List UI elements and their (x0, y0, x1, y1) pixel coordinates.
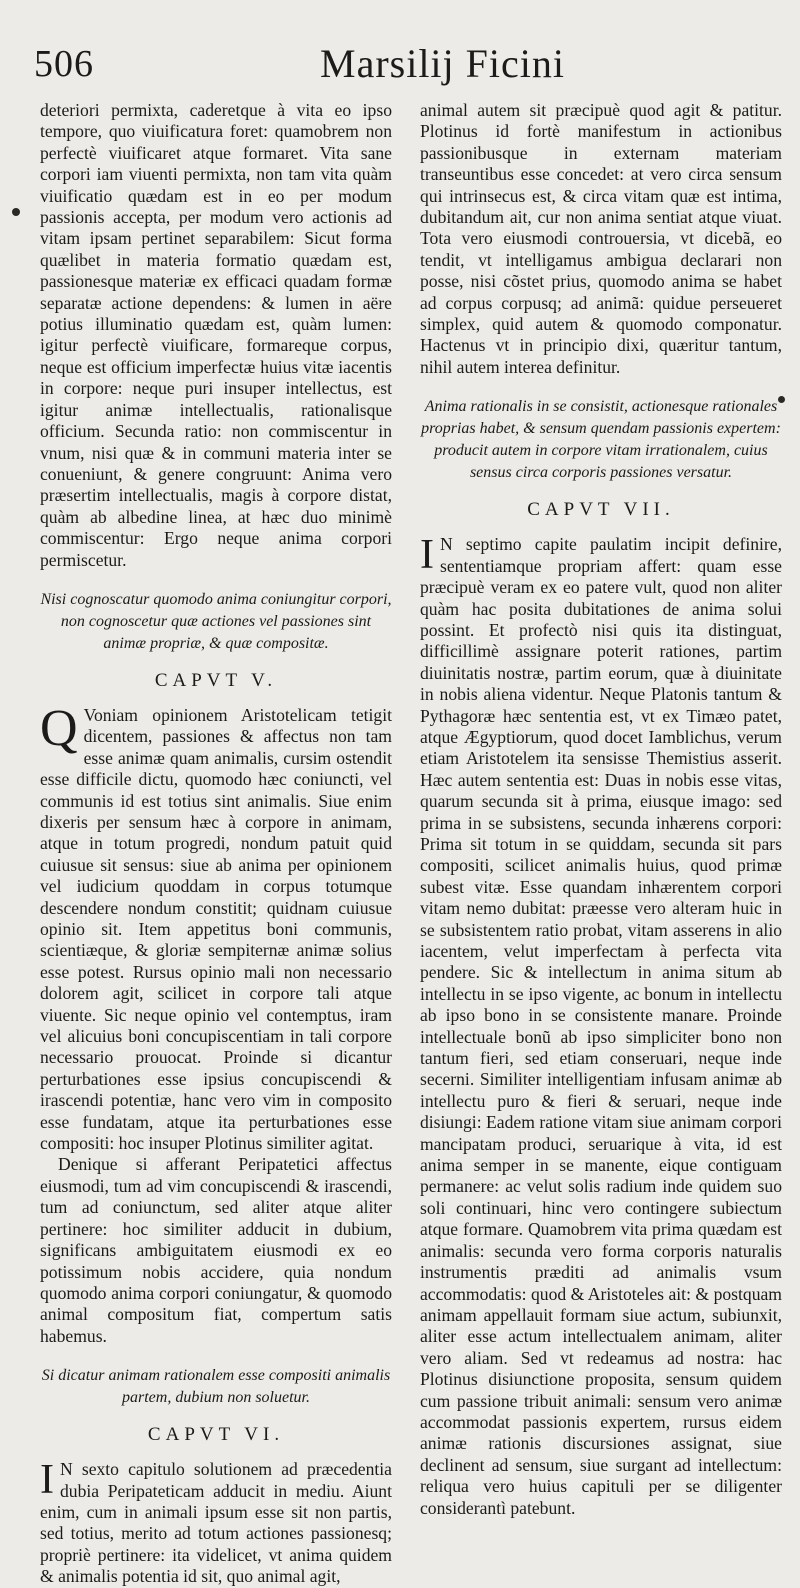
chapter-summary: Anima rationalis in se consistit, actionesque rationales proprias habet, & sensum quendam passionis expertem: producit autem in corpore vitam irrationalem, cuius sensus circa corporis passiones versatur. (421, 398, 781, 482)
page-header (0, 0, 800, 100)
paragraph-text: N sexto capitulo solutionem ad præcedentia dubia Peripateticam adducit in mediu. Aiunt enim, cum in animali ipsum esse sit non partis, sed totius, merito ad totum actiones passionesq; propriè pertinere: ita videlicet, vt anima quidem & animalis potentia id sit, quo animal agit, (40, 1459, 392, 1587)
body-paragraph: animal autem sit præcipuè quod agit & patitur. Plotinus id fortè manifestum in actionibus passionibusque in externam materiam transeuntibus esse concedet: at vero circa sensum qui intrinsecus est, & circa vitam quæ est intima, dubitandum ait, cur non anima sentiat atque viuat. Tota vero eiusmodi controuersia, vt dicebã, eo tendit, vt intelligamus ambigua declarari non posse, nisi cõstet prius, quomodo anima se habet ad corpus corpusq; ad animã: quidue perseueret simplex, quid autem & quomodo componatur. Hactenus vt in principio dixi, quæritur tantum, nihil autem interea definitur. (420, 100, 782, 377)
chapter-summary: Si dicatur animam rationalem esse compositi animalis partem, dubium non soluetur. (41, 1367, 391, 1407)
drop-cap: Q (40, 699, 78, 757)
margin-mark (12, 208, 20, 216)
paragraph-text: Voniam opinionem Aristotelicam tetigit dicentem, passiones & affectus non tam esse animæ quam animalis, cursim ostendit esse difficile dictu, quomodo hæc coniuncti, vel communis id est totius sint animalis. Siue enim dixeris per sensum hæc à corpore in animam, atque in totum progredi, nondum patuit quid cuiusue sit sensus: siue ab anima per opinionem vel iudicium quoddam in corpus totumque descendere nondum constitit; quidnam cuiusue opinio sit. Item appetitus boni communis, scientiæque, & gloriæ sempiternæ animæ solius esse potest. Rursus opinio mali non necessario dolorem agit, scilicet in corpore tali atque viuente. Sic neque opinio vel contemptus, iram vel alicuius boni concupiscentiam in tali corpore necessario prouocat. Proinde si dicantur perturbationes esse ipsius concupiscendi & irascendi potentiæ, hanc vero vim in composito esse fundatam, atque ita perturbationes esse compositi: hoc insuper Plotinus similiter agitat. (40, 704, 392, 1154)
running-title: Marsilij Ficini (320, 41, 565, 86)
body-paragraph: deteriori permixta, caderetque à vita eo ipso tempore, quo viuificatura foret: quamobrem non perfectè viuificaret atque formaret. Vita sane corpori iam viuenti permixta, non tam vita quàm viuificatio quædam est in eo per modum passionis accepta, per modum vero actionis ad vitam ipsam pertinet separabilem: Sicut forma quælibet in materia formatio quædam est, passionesque materiæ ex efficaci quadam formæ separatæ actione dependens: & lumen in aëre potius illuminatio quædam est, quàm lumen: igitur perfectè viuificare, formareque corpus, neque est officium imperfectæ huius vitæ iacentis in corpore: neque puri insuper intellectus, est igitur animæ intellectualis, rationalisque officium. Secunda ratio: non commiscentur in vnum, nisi quæ & in communi materia inter se conueniunt, & genere congruunt: Anima vero præsertim intellectualis, magis à corpore distat, quàm ab albedine linea, at hæc duo minimè commiscentur: Ergo neque anima corpori permiscetur. (40, 100, 392, 570)
chapter-heading: CAPVT VII. (527, 499, 675, 521)
chapter-heading: CAPVT V. (154, 669, 278, 691)
drop-cap: I (40, 1457, 54, 1504)
paragraph-text: N septimo capite paulatim incipit definire, sententiamque propriam affert: quam esse præcipuè veram ex eo patere vult, quod non aliter quàm hac posita dubitationes de anima solui possint. Et profectò nisi quis ita distinguat, difficillimè assignare poterit rationes, partim diuinitatis nostræ, partim eorum, quæ à diuinitate in nobis aliena videntur. Neque Platonis tantum & Pythagoræ hæc sententia est, vt ex Timæo patet, atque Ægyptiorum, quod docet Iamblichus, verum etiam Aristotelem ita sensisse Themistius asserit. Hæc autem sententia est: Duas in nobis esse vitas, quarum secunda sit à prima, eiusque imago: sed prima in se subsistens, secunda inhærens corpori: Prima sit totum in se quiddam, secunda sit pars compositi, scilicet animalis huius, quod primæ subest vitæ. Esse quandam inhærentem corpori vitam nemo dubitat: præesse vero alteram huic in se subsistentem ratio probat, vitam asserens in alio iacentem, velut imperfectam à perfecta vita pendere. Sic & intellectum in anima situm ab intellectu in se ipso vigente, ac bonum in intellectu ab ipso bono in se consistente manare. Proinde intellectuale bonũ ab ipso simpliciter bono non tantum fieri, sed etiam conseruari, neque inde secerni. Similiter intelligentiam infusam animæ ab intellectu puro & fieri & seruari, neque inde disiungi: Eadem ratione vitam siue animam corpori mancipatam produci, seruarique à vita, id est anima semper in se manente, eique contiguam permanere: ac velut solis radium inde quidem suo soli continuari, hinc vero contingere subiectum atque formare. Quamobrem vita prima quædam est animalis: secunda vero forma corporis naturalis instrumentis præditi ad animalis vsum accommodatis: quod & Aristoteles ait: & postquam animam appellauit formam siue actum, subiunxit, aliter esse actum intellectualem animam, aliter vero aliam. Sed vt redeamus ad nostra: hac Plotinus disiunctione proposita, sensum quidem cum passione tribuit animali: sensum vero animæ accommodat passionis expertem, rursus eidem animæ rationis discursiones assignat, siue declinent ad sensum, siue surgant ad intellectum: reliqua vero huius capituli per se diligenter considerantì patebunt. (420, 534, 782, 1518)
body-paragraph: Denique si afferant Peripatetici affectus eiusmodi, tum ad vim concupiscendi & irascendi, tum ad coniunctum, sed aliter atque aliter pertinere: hoc similiter adducit in dubium, significans ambiguitatem eiusmodi ex eo potissimum nobis accidere, quia nondum quomodo anima corpori coniungatur, & quomodo animal compositum fiat, compertum satis habemus. (40, 1154, 392, 1346)
body-paragraph (40, 1459, 392, 1587)
body-paragraph (40, 699, 392, 1155)
page-number: 506 (34, 43, 94, 85)
right-column (420, 100, 782, 1519)
left-column (40, 100, 392, 1588)
chapter-summary: Nisi cognoscatur quomodo anima coniungitur corpori, non cognoscetur quæ actiones vel passiones sint animæ propriæ, & quæ compositæ. (40, 590, 392, 652)
chapter-heading: CAPVT VI. (147, 1424, 285, 1446)
drop-cap: I (420, 532, 434, 579)
body-paragraph (420, 534, 782, 1519)
